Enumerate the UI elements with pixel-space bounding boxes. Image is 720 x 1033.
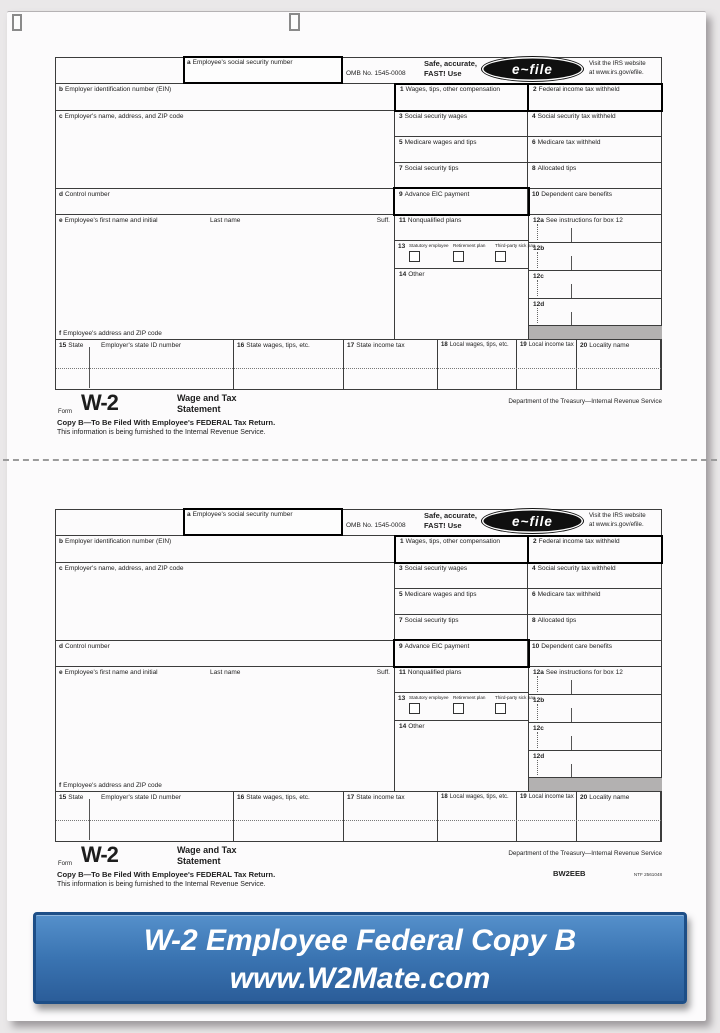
box-15-state-id	[56, 792, 234, 841]
box-1-wages	[396, 537, 529, 562]
box-8-allocated-tips	[528, 615, 662, 640]
boxes-5-6	[395, 589, 662, 615]
box-label: State	[68, 794, 84, 801]
box-number: 14	[399, 723, 407, 730]
visit-line1: Visit the IRS website	[589, 512, 646, 519]
box-number: 20	[580, 794, 588, 801]
box-label: Federal income tax withheld	[538, 538, 620, 545]
form-word-label: Form	[58, 861, 72, 867]
state-local-table	[55, 791, 662, 842]
amount-divider	[571, 284, 572, 298]
amount-divider	[571, 736, 572, 750]
code-divider-dotted	[537, 676, 538, 692]
boxes-1-2	[394, 535, 663, 564]
box-c-employer-name-address	[55, 111, 395, 189]
code-divider-dotted	[537, 280, 538, 296]
box-10-dependent-care	[528, 189, 662, 214]
box-20-locality-name	[577, 792, 661, 841]
box-number: 10	[532, 643, 540, 650]
box-number: 11	[399, 217, 406, 224]
box-label: Employer identification number (EIN)	[64, 538, 172, 545]
box-4-ss-tax-withheld	[528, 563, 662, 588]
statutory-employee-checkbox	[409, 703, 420, 714]
box-label: Other	[408, 723, 425, 730]
box-9-advance-eic	[395, 189, 528, 214]
code-divider-dotted	[537, 308, 538, 323]
box-label: Federal income tax withheld	[538, 86, 620, 93]
state-id-label: Employer's state ID number	[101, 794, 181, 801]
box-7-ss-tips	[395, 615, 528, 640]
checkbox-label: Third-party sick pay	[495, 243, 536, 248]
copy-b-instruction: Copy B—To Be Filed With Employee's FEDERAL Tax Return.	[57, 870, 276, 879]
form-title-line1: Wage and Tax	[177, 845, 237, 855]
box-label: Social security tips	[404, 617, 459, 624]
box-number: 16	[237, 342, 245, 349]
ntf-code: NTF 2561048	[633, 872, 662, 877]
banner-title: W-2 Employee Federal Copy B	[143, 924, 577, 957]
box-number: 12b	[533, 697, 545, 704]
box-number: 12d	[533, 753, 545, 760]
box-number: 6	[532, 591, 536, 598]
box-number: 14	[399, 271, 407, 278]
state-row-dotted-line	[56, 368, 661, 369]
statutory-employee-group	[409, 243, 451, 262]
last-name-label: Last name	[210, 669, 241, 676]
box-11-nonqualified-plans	[395, 667, 529, 693]
box-number: 9	[399, 643, 403, 650]
statutory-employee-checkbox	[409, 251, 420, 262]
box-f-employee-address	[59, 782, 162, 789]
department-treasury-label: Department of the Treasury—Internal Revenue Service	[508, 850, 662, 857]
box-17-state-income-tax	[344, 340, 438, 389]
box-e-f-employee	[55, 667, 395, 791]
box-number: 8	[532, 617, 536, 624]
box-label: Dependent care benefits	[541, 191, 613, 198]
box-b-employer-ein	[55, 536, 395, 563]
box-f-employee-address	[59, 330, 162, 337]
amount-divider	[571, 680, 572, 694]
box-label: Social security tax withheld	[537, 113, 616, 120]
form-title-line2: Statement	[177, 855, 221, 866]
code-divider-dotted	[537, 760, 538, 775]
box-12a	[529, 215, 662, 243]
box-number: 4	[532, 113, 536, 120]
safe-accurate-text	[424, 511, 477, 531]
box-number: 12c	[533, 273, 544, 280]
boxes-7-8	[395, 615, 662, 641]
visit-line2: at www.irs.gov/efile.	[589, 520, 644, 528]
box-label: Medicare tax withheld	[537, 591, 601, 598]
w2-form	[55, 57, 662, 449]
box-label: Nonqualified plans	[407, 217, 462, 224]
box-number: 5	[399, 591, 403, 598]
box-label: Employee's address and ZIP code	[63, 781, 162, 789]
visit-line2: at www.irs.gov/efile.	[589, 68, 644, 76]
box-8-allocated-tips	[528, 163, 662, 188]
box-label: Employer's name, address, and ZIP code	[64, 565, 184, 572]
box-label: Nonqualified plans	[407, 669, 462, 676]
box-number: 12d	[533, 301, 545, 308]
visit-irs-text	[589, 512, 646, 529]
suffix-label: Suff.	[376, 217, 390, 224]
pin-feed-mark-center	[289, 13, 300, 31]
last-name-label: Last name	[210, 217, 241, 224]
box-d-control-number	[55, 189, 395, 215]
checkbox-label: Statutory employee	[409, 695, 449, 700]
box-number: 17	[347, 794, 355, 801]
box-4-ss-tax-withheld	[528, 111, 662, 136]
box-label: Employer identification number (EIN)	[64, 86, 172, 93]
retirement-plan-group	[453, 695, 495, 714]
visit-line1: Visit the IRS website	[589, 60, 646, 67]
suffix-label: Suff.	[376, 669, 390, 676]
box-number: 11	[399, 669, 406, 676]
box-label: See instructions for box 12	[545, 669, 623, 676]
box-number: 12a	[533, 669, 544, 676]
box-label: State income tax	[356, 794, 405, 801]
box-label: Wages, tips, other compensation	[405, 86, 501, 93]
box-label: Local income tax	[528, 794, 574, 800]
box-label: Advance EIC payment	[404, 191, 470, 198]
box-12a	[529, 667, 662, 695]
box-label: Medicare tax withheld	[537, 139, 601, 146]
print-codes	[553, 869, 662, 878]
box-number: b	[59, 538, 63, 545]
checkbox-label: Retirement plan	[453, 243, 486, 248]
boxes-1-2	[394, 83, 663, 112]
boxes-3-4	[395, 563, 662, 589]
box-number: 16	[237, 794, 245, 801]
box-label: Allocated tips	[537, 165, 577, 172]
third-party-sick-pay-checkbox	[495, 251, 506, 262]
box-c-employer-name-address	[55, 563, 395, 641]
box-number: 1	[400, 538, 404, 545]
box-number: 19	[520, 342, 527, 348]
box-label: Employer's name, address, and ZIP code	[64, 113, 184, 120]
w2-form-copy-top	[55, 57, 662, 449]
box-13-checkboxes	[395, 693, 536, 721]
retirement-plan-checkbox	[453, 703, 464, 714]
amount-divider	[571, 708, 572, 722]
boxes-9-10	[395, 641, 662, 667]
box-9-advance-eic	[395, 641, 528, 666]
box-14-other	[395, 721, 529, 791]
box-number: 2	[533, 86, 537, 93]
box-label: State income tax	[356, 342, 405, 349]
checkbox-label: Third-party sick pay	[495, 695, 536, 700]
box-2-federal-tax-withheld	[529, 537, 661, 562]
box-number: 7	[399, 617, 403, 624]
copy-b-instruction: Copy B—To Be Filed With Employee's FEDERAL Tax Return.	[57, 418, 276, 427]
box-label: State wages, tips, etc.	[246, 794, 310, 801]
box-7-ss-tips	[395, 163, 528, 188]
box-number: 13	[398, 243, 406, 250]
safe-accurate-text	[424, 59, 477, 79]
omb-number: OMB No. 1545-0008	[346, 70, 406, 77]
box-16-state-wages	[234, 792, 344, 841]
gray-shaded-bar	[529, 778, 662, 791]
box-number: f	[59, 781, 62, 789]
box-a-ssn	[183, 56, 343, 84]
form-header-row	[55, 57, 662, 84]
box-number: 5	[399, 139, 403, 146]
box-label: Locality name	[589, 794, 630, 801]
amount-divider	[571, 228, 572, 242]
box-label: Locality name	[589, 342, 630, 349]
form-number-w2: W-2	[81, 390, 118, 415]
box-number: d	[59, 643, 63, 650]
retirement-plan-group	[453, 243, 495, 262]
safe-line2: FAST! Use	[424, 520, 462, 530]
visit-irs-text	[589, 60, 646, 77]
box-number: 19	[520, 794, 527, 800]
safe-line1: Safe, accurate,	[424, 511, 477, 520]
form-title	[177, 393, 237, 415]
box-label: Employee's social security number	[192, 511, 293, 518]
box-number: 3	[399, 565, 403, 572]
box-label: State	[68, 342, 84, 349]
omb-number: OMB No. 1545-0008	[346, 522, 406, 529]
statutory-employee-group	[409, 695, 451, 714]
box-18-local-wages	[438, 792, 517, 841]
box-number: c	[59, 113, 63, 120]
box-label: Allocated tips	[537, 617, 577, 624]
box-16-state-wages	[234, 340, 344, 389]
banner-url: www.W2Mate.com	[229, 961, 491, 995]
box-12c	[529, 723, 662, 751]
box-label: Local income tax	[528, 342, 574, 348]
box-number: 2	[533, 538, 537, 545]
box-number: 12c	[533, 725, 544, 732]
box-label: Local wages, tips, etc.	[449, 794, 509, 800]
box-number: 20	[580, 342, 588, 349]
box-label: Social security tips	[404, 165, 459, 172]
furnished-irs-note: This information is being furnished to the Internal Revenue Service.	[57, 429, 266, 436]
box-a-ssn	[183, 508, 343, 536]
box-b-employer-ein	[55, 84, 395, 111]
form-word-label: Form	[58, 409, 72, 415]
box-label: State wages, tips, etc.	[246, 342, 310, 349]
box-label: Advance EIC payment	[404, 643, 470, 650]
box-14-other	[395, 269, 529, 339]
box-5-medicare-wages	[395, 589, 528, 614]
box-3-ss-wages	[395, 563, 528, 588]
box-number: a	[187, 511, 191, 518]
box-18-local-wages	[438, 340, 517, 389]
department-treasury-label: Department of the Treasury—Internal Revenue Service	[508, 398, 662, 405]
box-20-locality-name	[577, 340, 661, 389]
safe-line1: Safe, accurate,	[424, 59, 477, 68]
box-number: 4	[532, 565, 536, 572]
box-label: Social security wages	[404, 565, 468, 572]
code-divider-dotted	[537, 704, 538, 720]
checkbox-label: Statutory employee	[409, 243, 449, 248]
amount-divider	[571, 256, 572, 270]
box-label: Control number	[64, 191, 110, 198]
box-6-medicare-tax-withheld	[528, 589, 662, 614]
third-party-sick-pay-checkbox	[495, 703, 506, 714]
boxes-7-8	[395, 163, 662, 189]
box-12d	[529, 299, 662, 326]
form-header-row	[55, 509, 662, 536]
box-number: 18	[441, 794, 448, 800]
box-number: 15	[59, 794, 67, 801]
box-number: 9	[399, 191, 403, 198]
code-divider-dotted	[537, 224, 538, 240]
box-number: a	[187, 59, 191, 66]
state-row-dotted-line	[56, 820, 661, 821]
box-15-state-id	[56, 340, 234, 389]
box-12d	[529, 751, 662, 778]
box-number: 1	[400, 86, 404, 93]
box-number: e	[59, 217, 63, 224]
box-number: 6	[532, 139, 536, 146]
box-label: Employee's social security number	[192, 59, 293, 66]
box-number: 12a	[533, 217, 544, 224]
code-divider-dotted	[537, 732, 538, 748]
code-divider-dotted	[537, 252, 538, 268]
box-number: 18	[441, 342, 448, 348]
gray-shaded-bar	[529, 326, 662, 339]
boxes-5-6	[395, 137, 662, 163]
furnished-irs-note: This information is being furnished to the Internal Revenue Service.	[57, 881, 266, 888]
form-title	[177, 845, 237, 867]
box-number: c	[59, 565, 63, 572]
retirement-plan-checkbox	[453, 251, 464, 262]
box-11-nonqualified-plans	[395, 215, 529, 241]
box-number: 12b	[533, 245, 545, 252]
box-13-checkboxes	[395, 241, 536, 269]
irs-efile-logo: e~file	[482, 509, 583, 533]
box-label: Control number	[64, 643, 110, 650]
perforation-line	[3, 459, 717, 461]
box-number: 15	[59, 342, 67, 349]
amount-divider	[571, 764, 572, 777]
box-label: See instructions for box 12	[545, 217, 623, 224]
box-number: 13	[398, 695, 406, 702]
box-label: Dependent care benefits	[541, 643, 613, 650]
box-number: f	[59, 329, 62, 337]
irs-efile-logo: e~file	[482, 57, 583, 81]
box-number: 10	[532, 191, 540, 198]
box-10-dependent-care	[528, 641, 662, 666]
box-1-wages	[396, 85, 529, 110]
state-id-label: Employer's state ID number	[101, 342, 181, 349]
safe-line2: FAST! Use	[424, 68, 462, 78]
box-number: 8	[532, 165, 536, 172]
box-number: 7	[399, 165, 403, 172]
box-19-local-income-tax	[517, 792, 577, 841]
box-17-state-income-tax	[344, 792, 438, 841]
box-label: Social security wages	[404, 113, 468, 120]
box-6-medicare-tax-withheld	[528, 137, 662, 162]
w2-form	[55, 509, 662, 901]
boxes-3-4	[395, 111, 662, 137]
pin-feed-mark-left	[12, 14, 22, 31]
print-code: BW2EEB	[553, 869, 586, 878]
box-number: e	[59, 669, 63, 676]
box-label: Wages, tips, other compensation	[405, 538, 501, 545]
box-12b	[529, 695, 662, 723]
box-label: Social security tax withheld	[537, 565, 616, 572]
box-number: b	[59, 86, 63, 93]
box-label: Other	[408, 271, 425, 278]
box-label: Employee's first name and initial	[64, 217, 158, 224]
amount-divider	[571, 312, 572, 325]
box-label: Employee's first name and initial	[64, 669, 158, 676]
box-d-control-number	[55, 641, 395, 667]
box-19-local-income-tax	[517, 340, 577, 389]
box-label: Medicare wages and tips	[404, 139, 477, 146]
box-e-f-employee	[55, 215, 395, 339]
w2-form-copy-bottom	[55, 509, 662, 901]
box-number: d	[59, 191, 63, 198]
boxes-9-10	[395, 189, 662, 215]
w2mate-banner	[33, 912, 687, 1004]
box-3-ss-wages	[395, 111, 528, 136]
box-5-medicare-wages	[395, 137, 528, 162]
box-label: Employee's address and ZIP code	[63, 329, 162, 337]
form-title-line1: Wage and Tax	[177, 393, 237, 403]
form-number-w2: W-2	[81, 842, 118, 867]
form-title-line2: Statement	[177, 403, 221, 414]
box-number: 17	[347, 342, 355, 349]
box-12c	[529, 271, 662, 299]
box-number: 3	[399, 113, 403, 120]
box-label: Medicare wages and tips	[404, 591, 477, 598]
state-local-table	[55, 339, 662, 390]
box-label: Local wages, tips, etc.	[449, 342, 509, 348]
box-12b	[529, 243, 662, 271]
checkbox-label: Retirement plan	[453, 695, 486, 700]
box-2-federal-tax-withheld	[529, 85, 661, 110]
